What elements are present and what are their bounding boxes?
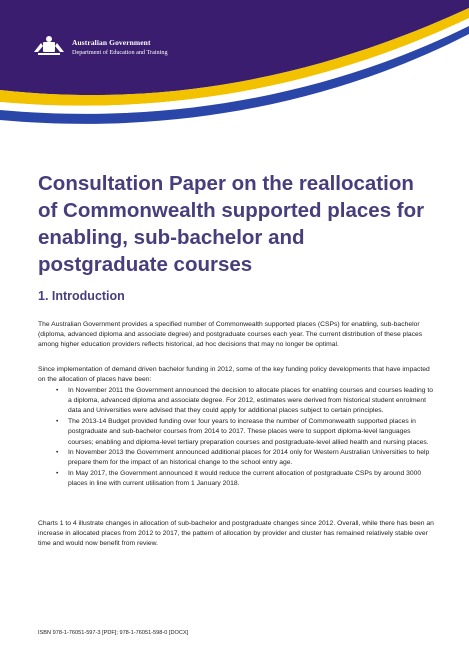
government-name: Australian Government (72, 38, 151, 47)
list-item: • The 2013-14 Budget provided funding over four years to increase the number of Commonwealth supported places in postgraduate and sub-bachelor courses from 2014 to 2017. These places were to support diploma-level languages courses; enabling and diploma-level tertiary preparation courses and postgraduate-level allied health and nursing places. (56, 418, 429, 446)
policy-paragraph: Since implementation of demand driven bachelor funding in 2012, some of the key funding policy developments that have impacted on the allocation of places have been: (38, 366, 430, 384)
list-item: • In November 2011 the Government announced the decision to allocate places for enabling courses and courses leading to a diploma, advanced diploma and associate degree. For 2012, estimates were derived from historical student enrolment data and Universities were advised that they could apply for additional places subject to certain principles. (56, 387, 433, 415)
intro-paragraph: The Australian Government provides a specified number of Commonwealth supported places (CSPs) for enabling, sub-bachelor (diploma, advanced diploma and associate degree) and postgraduate courses each year. The current distribution of these places among higher education providers reflects historical, ad hoc decisions that may no longer be optimal. (38, 321, 423, 349)
bullet-icon: • (56, 418, 59, 426)
bullet-icon: • (56, 449, 59, 457)
list-item: • In November 2013 the Government announced additional places for 2014 only for Western Australian Universities to help prepare them for the impact of an historical change to the school entry age. (56, 449, 430, 467)
policy-bullet-list (56, 386, 434, 490)
coat-of-arms-icon (32, 34, 66, 56)
section-heading: 1. Introduction (38, 289, 125, 303)
header-banner (0, 0, 469, 150)
list-item: • In May 2017, the Government announced it would reduce the current allocation of postgraduate CSPs by around 3000 places in line with current utilisation from 1 January 2018. (56, 470, 422, 488)
isbn-footer: ISBN 978-1-76051-597-3 [PDF]; 978-1-76051-598-0 [DOCX] (38, 630, 189, 636)
department-name: Department of Education and Training (72, 49, 168, 56)
document-title: Consultation Paper on the reallocation of Commonwealth supported places for enabling, sub-bachelor and postgraduate courses (38, 172, 425, 276)
bullet-icon: • (56, 470, 59, 478)
bullet-icon: • (56, 387, 59, 394)
charts-paragraph: Charts 1 to 4 illustrate changes in allocation of sub-bachelor and postgraduate changes since 2012. Overall, while there has been an increase in allocated places from 2012 to 2017, the pattern of allocation by provider and cluster has remained relatively stable over time and would now benefit from review. (38, 520, 434, 548)
